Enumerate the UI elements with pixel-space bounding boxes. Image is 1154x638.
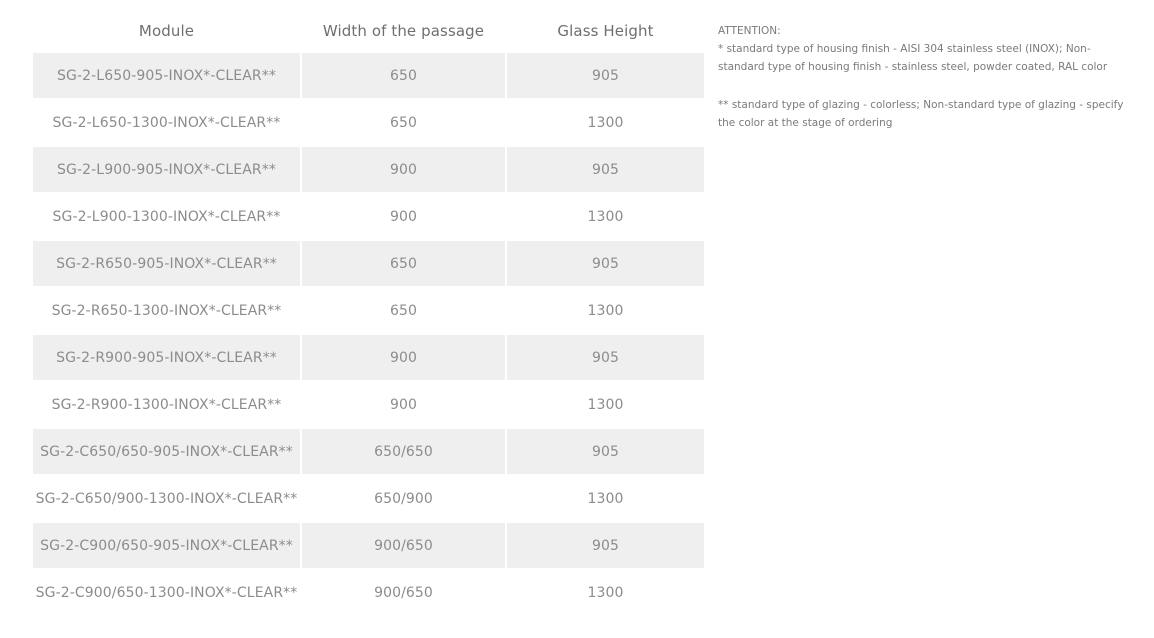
cell-module: SG-2-L650-1300-INOX*-CLEAR** bbox=[52, 114, 281, 131]
cell-module: SG-2-R650-905-INOX*-CLEAR** bbox=[33, 241, 300, 286]
cell-module: SG-2-L900-1300-INOX*-CLEAR** bbox=[52, 208, 281, 225]
cell-width: 900 bbox=[389, 396, 418, 413]
table-row bbox=[33, 193, 704, 240]
note-housing-finish: * standard type of housing finish - AISI 304 stainless steel (INOX); Non-standard type of housing finish - stainless steel, powder coated, RAL color bbox=[718, 43, 1108, 73]
table-row bbox=[33, 99, 704, 146]
cell-height: 1300 bbox=[587, 114, 624, 131]
cell-width: 900/650 bbox=[302, 523, 505, 568]
table-row bbox=[33, 429, 704, 474]
cell-width: 650/650 bbox=[302, 429, 505, 474]
cell-height: 1300 bbox=[587, 584, 624, 601]
cell-height: 905 bbox=[507, 241, 704, 286]
notes-title: ATTENTION: bbox=[718, 25, 781, 37]
table-row bbox=[33, 475, 704, 522]
header-height: Glass Height bbox=[557, 22, 654, 40]
cell-module: SG-2-L650-905-INOX*-CLEAR** bbox=[33, 53, 300, 98]
cell-height: 1300 bbox=[587, 208, 624, 225]
attention-notes bbox=[718, 22, 1128, 152]
cell-module: SG-2-C900/650-1300-INOX*-CLEAR** bbox=[35, 584, 298, 601]
cell-height: 905 bbox=[507, 335, 704, 380]
cell-module: SG-2-R650-1300-INOX*-CLEAR** bbox=[51, 302, 282, 319]
cell-height: 1300 bbox=[587, 396, 624, 413]
cell-width: 650 bbox=[302, 53, 505, 98]
cell-width: 900 bbox=[389, 208, 418, 225]
table-row bbox=[33, 147, 704, 192]
header-width: Width of the passage bbox=[322, 22, 485, 40]
note-glazing: ** standard type of glazing - colorless; Non-standard type of glazing - specify the color at the stage of ordering bbox=[718, 99, 1124, 129]
table-row bbox=[33, 569, 704, 616]
cell-module: SG-2-C650/900-1300-INOX*-CLEAR** bbox=[35, 490, 298, 507]
cell-height: 905 bbox=[507, 429, 704, 474]
cell-width: 900 bbox=[302, 147, 505, 192]
cell-height: 905 bbox=[507, 523, 704, 568]
module-table bbox=[33, 13, 704, 616]
cell-module: SG-2-R900-905-INOX*-CLEAR** bbox=[33, 335, 300, 380]
cell-width: 900/650 bbox=[374, 584, 433, 601]
cell-width: 650/900 bbox=[374, 490, 433, 507]
cell-module: SG-2-L900-905-INOX*-CLEAR** bbox=[33, 147, 300, 192]
cell-height: 905 bbox=[507, 53, 704, 98]
cell-width: 650 bbox=[389, 114, 418, 131]
header-module: Module bbox=[138, 22, 195, 40]
cell-height: 1300 bbox=[587, 302, 624, 319]
cell-width: 650 bbox=[389, 302, 418, 319]
cell-module: SG-2-C900/650-905-INOX*-CLEAR** bbox=[33, 523, 300, 568]
table-row bbox=[33, 287, 704, 334]
cell-width: 650 bbox=[302, 241, 505, 286]
table-row bbox=[33, 381, 704, 428]
table-row bbox=[33, 53, 704, 98]
cell-height: 905 bbox=[507, 147, 704, 192]
table-row bbox=[33, 523, 704, 568]
cell-height: 1300 bbox=[587, 490, 624, 507]
table-body bbox=[33, 53, 704, 616]
cell-module: SG-2-C650/650-905-INOX*-CLEAR** bbox=[33, 429, 300, 474]
table-row bbox=[33, 335, 704, 380]
cell-width: 900 bbox=[302, 335, 505, 380]
table-row bbox=[33, 241, 704, 286]
cell-module: SG-2-R900-1300-INOX*-CLEAR** bbox=[51, 396, 282, 413]
table-header-row bbox=[33, 13, 704, 49]
